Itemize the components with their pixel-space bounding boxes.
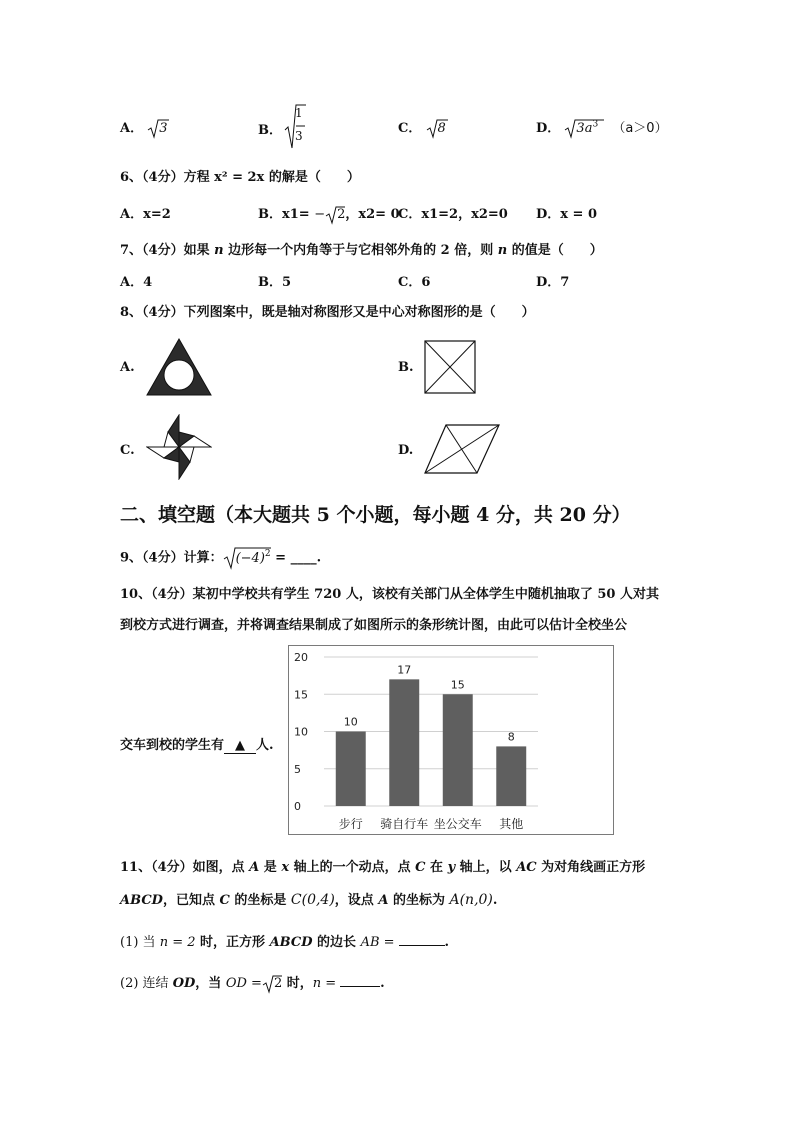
triangle-mark-icon: ▲ — [235, 738, 246, 753]
q10-line-2: 到校方式进行调查，并将调查结果制成了如图所示的条形统计图，由此可以估计全校坐公 — [120, 618, 628, 633]
q10-line-3-post: 人. — [256, 738, 274, 753]
q9-exponent: 2 — [264, 549, 271, 560]
q11-square-abcd: ABCD — [269, 935, 313, 950]
q11-n-equals: n = — [312, 976, 337, 991]
q8-option-b-label: B. — [398, 360, 414, 375]
q11-side-ab: AB = — [360, 935, 395, 950]
y-tick-label: 5 — [294, 762, 301, 776]
q10-line-3 — [120, 734, 274, 754]
q11-part-2-radicand: 2 — [273, 976, 283, 991]
q6-stem: 6、（4分）方程 x² = 2x 的解是（ ） — [120, 170, 360, 185]
q9-post: = ____. — [270, 550, 322, 566]
q5-option-d-letter: D． — [536, 121, 561, 136]
q11-text: 时， — [282, 976, 313, 991]
q5-option-a-radicand: 3 — [159, 121, 168, 136]
q6-option-b-radicand: 2 — [337, 207, 346, 222]
q11-point-c: C — [415, 860, 426, 875]
data-label: 17 — [397, 663, 412, 677]
q7-option-d: D．7 — [536, 275, 570, 290]
q8-stem: 8、（4分）下列图案中，既是轴对称图形又是中心对称图形的是（ ） — [120, 305, 535, 320]
q6-option-d: D．x = 0 — [536, 207, 598, 222]
q11-part-2 — [120, 972, 385, 994]
q11-var-y: y — [447, 860, 456, 875]
q11-part-1-condition: n = 2 — [159, 935, 196, 950]
q11-text: ，已知点 — [162, 893, 220, 908]
answer-blank — [224, 738, 256, 754]
data-label: 8 — [507, 730, 515, 744]
answer-blank — [399, 945, 445, 946]
q5-option-b-letter: B． — [258, 123, 282, 138]
q7-option-c: C．6 — [398, 275, 431, 290]
q11-point-a: A — [378, 893, 389, 908]
q10-line-3-pre: 交车到校的学生有 — [120, 738, 225, 753]
q11-text: 轴上，以 — [455, 860, 517, 875]
q11-text: 为对角线画正方形 — [536, 860, 646, 875]
q11-segment-od: OD — [172, 976, 196, 991]
q6-option-c: C．x1=2，x2=0 — [398, 207, 508, 222]
q11-text: 的边长 — [312, 935, 361, 950]
q11-point-c: C — [219, 893, 230, 908]
q11-diagonal-ac: AC — [516, 860, 537, 875]
data-label: 10 — [343, 715, 358, 729]
q11-text: . — [444, 935, 450, 950]
q5-option-c — [398, 117, 446, 140]
q5-option-a-letter: A． — [120, 121, 144, 136]
q11-part-2-pre: (2) 连结 — [120, 976, 173, 991]
q8-option-d-label: D. — [398, 443, 414, 458]
q5-option-c-radicand: 8 — [437, 121, 446, 136]
q7-option-b: B．5 — [258, 275, 292, 290]
q7-stem-mid: 边形每一个内角等于与它相邻外角的 2 倍，则 — [223, 243, 498, 258]
section-heading: 二、填空题（本大题共 5 个小题，每小题 4 分，共 20 分） — [120, 504, 631, 526]
q9-radicand: (−4) — [235, 550, 265, 566]
q11-line-2 — [120, 889, 497, 908]
y-tick-label: 20 — [294, 651, 308, 664]
q6-option-b-suffix: ，x2= 0 — [345, 207, 400, 222]
q11-coord-a: A(n,0) — [449, 892, 493, 908]
bar — [443, 694, 473, 806]
q7-option-a: A．4 — [120, 275, 153, 290]
y-tick-label: 10 — [294, 725, 308, 739]
bar — [389, 679, 419, 806]
q11-point-a: A — [249, 860, 260, 875]
q11-square-abcd: ABCD — [120, 893, 163, 908]
rhombus-with-diagonals-figure — [424, 424, 500, 474]
q11-text: . — [380, 976, 385, 991]
x-tick-label: 骑自行车 — [380, 817, 429, 831]
q5-option-b-denominator: 3 — [295, 129, 303, 143]
bar — [496, 746, 526, 806]
q6-option-b-sign: − — [314, 207, 326, 222]
q11-part-1-pre: (1) 当 — [120, 935, 160, 950]
q6-option-a: A．x=2 — [120, 207, 171, 222]
q5-option-b-numerator: 1 — [295, 106, 303, 120]
pinwheel-figure — [146, 414, 212, 480]
q5-option-d-exponent: 3 — [592, 119, 599, 130]
q7-stem-pre: 7、（4分）如果 — [120, 243, 215, 258]
q11-line-1 — [120, 856, 645, 875]
q11-text: 在 — [425, 860, 448, 875]
q5-option-c-letter: C． — [398, 121, 422, 136]
y-tick-label: 15 — [294, 688, 308, 702]
q11-text: 是 — [259, 860, 282, 875]
q7-stem — [120, 239, 603, 258]
q8-option-c-label: C. — [120, 443, 135, 458]
bar — [336, 732, 366, 807]
q5-option-d-condition: （a＞0） — [612, 121, 668, 136]
q11-text: 轴上的一个动点，点 — [289, 860, 416, 875]
q11-text: 的坐标是 — [229, 893, 291, 908]
x-tick-label: 其他 — [499, 817, 524, 831]
q11-od-equals: OD = — [225, 976, 262, 991]
q7-var-n: n — [214, 243, 224, 258]
q7-var-n: n — [497, 243, 508, 258]
q5-option-d — [536, 117, 668, 140]
q11-text: 的坐标为 — [388, 893, 450, 908]
q9-pre: 9、（4分）计算： — [120, 550, 223, 566]
q6-option-b — [258, 203, 400, 225]
q10-line-1: 10、（4分）某初中学校共有学生 720 人，该校有关部门从全体学生中随机抽取了 50 人对其 — [120, 587, 659, 602]
q11-text: . — [492, 893, 498, 908]
answer-blank — [340, 986, 380, 987]
y-tick-label: 0 — [294, 800, 301, 813]
square-with-diagonals-figure — [424, 340, 476, 394]
q11-text: ，当 — [195, 976, 226, 991]
q11-coord-c: C(0,4) — [290, 892, 335, 908]
x-tick-label: 步行 — [338, 817, 363, 831]
q11-part-1 — [120, 931, 449, 950]
q6-option-b-prefix: B．x1= — [258, 207, 315, 222]
q11-text: 时，正方形 — [195, 935, 270, 950]
triangle-with-circle-figure — [146, 338, 212, 396]
data-label: 15 — [450, 678, 465, 692]
x-tick-label: 坐公交车 — [433, 817, 482, 831]
bar-chart — [288, 645, 614, 835]
q11-text: ，设点 — [334, 893, 379, 908]
q8-option-a-label: A. — [120, 360, 135, 375]
q7-stem-post: 的值是（ ） — [507, 243, 603, 258]
q11-text: 11、（4分）如图，点 — [120, 860, 250, 875]
q5-option-d-radicand: 3a — [576, 121, 593, 136]
q11-var-x: x — [281, 860, 290, 875]
q9 — [120, 546, 321, 570]
q5-option-a — [120, 117, 168, 140]
